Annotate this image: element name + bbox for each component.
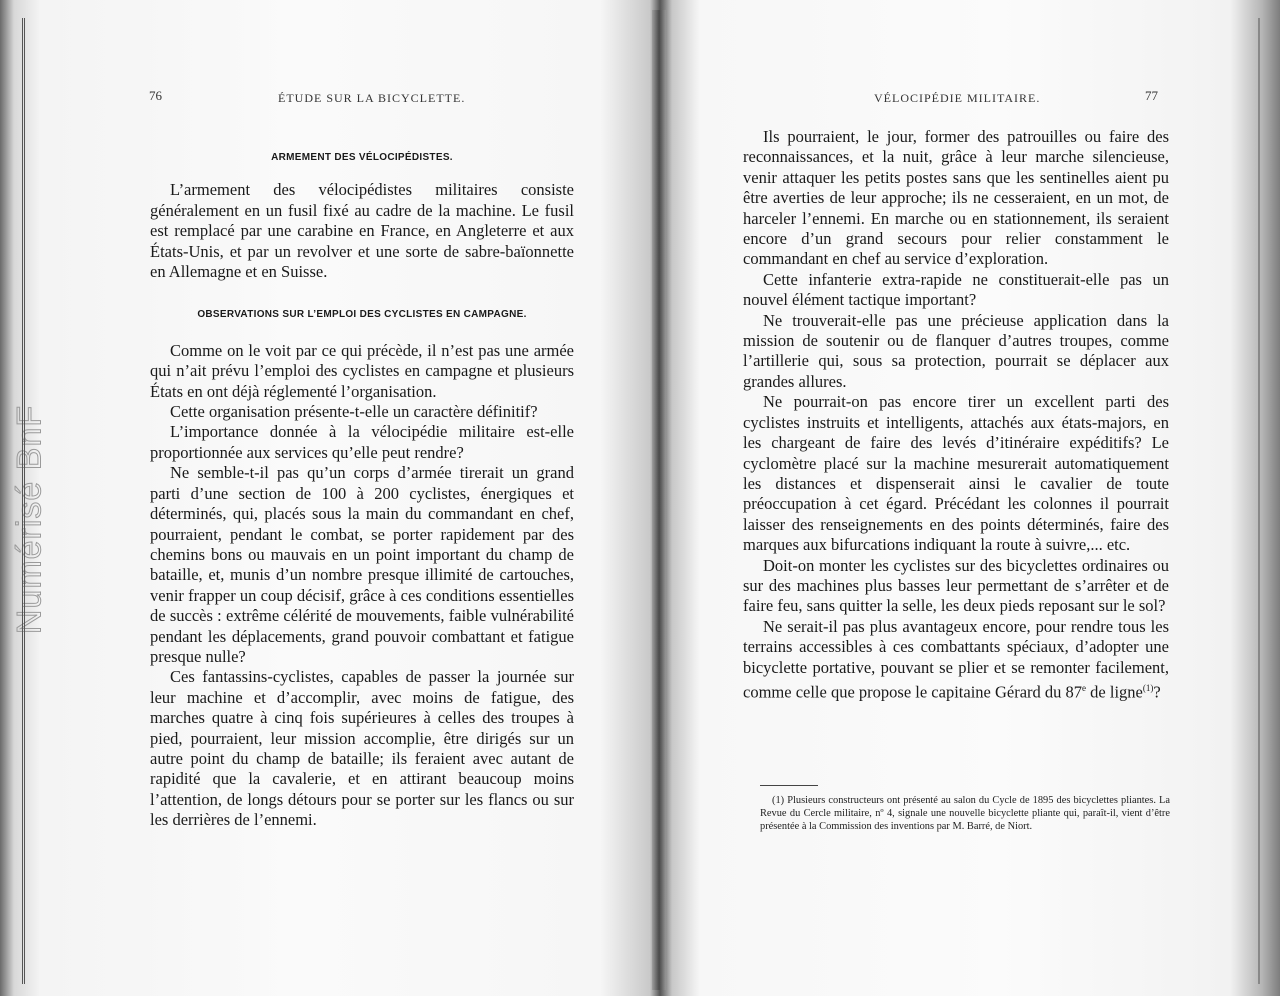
footnote-rule <box>760 785 818 786</box>
footnote-marker[interactable]: (1) <box>1142 682 1154 693</box>
paragraph: Ils pourraient, le jour, former des patrouilles ou faire des reconnaissances, et la nuit, grâce à leur marche silencieuse, venir attaquer les petits postes sans que les sentinelles aient pu être averties de leur approche; ils ne cesseraient, en un mot, de harceler l’ennemi. En marche ou en stationnement, ils seraient encore d’un grand secours pour relier constamment le commandant en chef au service d’exploration. <box>743 127 1169 269</box>
paragraph-tail: de ligne <box>1086 682 1143 702</box>
superscript: e <box>1082 682 1087 693</box>
paragraph-text: Ne serait-il pas plus avantageux encore, pour rendre tous les terrains accessibles à ces combattants spéciaux, d’adopter une bicyclette portative, pouvant se plier et se remonter facilement, comme celle que propose le capitaine Gérard du 87 <box>743 616 1169 702</box>
paragraph: Comme on le voit par ce qui précède, il n’est pas une armée qui n’ait prévu l’emploi des cyclistes en campagne et plusieurs États en ont déjà réglementé l’organisation. <box>150 340 574 401</box>
paragraph: Doit-on monter les cyclistes sur des bicyclettes ordinaires ou sur des machines plus basses leur permettant de s’arrêter et de faire feu, sans quitter la selle, les deux pieds reposant sur le sol? <box>743 555 1169 616</box>
paragraph: L’importance donnée à la vélocipédie militaire est-elle proportionnée aux services qu’elle peut rendre? <box>150 422 574 462</box>
paragraph: Ne semble-t-il pas qu’un corps d’armée tirerait un grand parti d’une section de 100 à 200 cyclistes, énergiques et déterminés, qui, placés sous la main du commandant en chef, pourraient, pendant le combat, se porter rapidement par des chemins bons ou mauvais en un point important du champ de bataille, et, munis d’un nombre presque illimité de cartouches, venir frapper un coup décisif, grâce à ces conditions essentielles de succès : extrême célérité de mouvements, faible vulnérabilité pendant les déplacements, grand pouvoir combattant et fatigue presque nulle? <box>150 463 574 666</box>
paragraph: Ne trouverait-elle pas une précieuse application dans la mission de soutenir ou de flanquer d’autres troupes, comme l’artillerie qui, sous sa protection, pourrait se déplacer aux grandes allures. <box>743 310 1169 391</box>
footnote <box>760 794 1170 834</box>
paragraph: L’armement des vélocipédistes militaires consiste généralement en un fusil fixé au cadre de la machine. Le fusil est remplacé par une carabine en France, en Angleterre et aux États-Unis, et par un revolver et une sorte de sabre-baïonnette en Allemagne et en Suisse. <box>150 180 574 282</box>
paragraph: Ne pourrait-on pas encore tirer un excellent parti des cyclistes instruits et intelligents, attachés aux états-majors, en les chargeant de faire des levés d’itinéraire expéditifs? Le cyclomètre placé sur la machine mesurerait automatiquement les distances et dispenserait ainsi le cavalier de toute préoccupation à cet égard. Précédant les colonnes il pourrait laisser des renseignements en des points déterminés, faire des marques aux bifurcations indiquant la route à suivre,... etc. <box>743 392 1169 555</box>
paragraph: Cette organisation présente-t-elle un caractère définitif? <box>170 402 538 422</box>
left-page-body <box>150 148 574 831</box>
left-page-number: 76 <box>149 88 162 103</box>
right-page-body <box>743 127 1169 703</box>
left-running-head: ÉTUDE SUR LA BICYCLETTE. <box>278 91 466 105</box>
section-title-armement: ARMEMENT DES VÉLOCIPÉDISTES. <box>271 152 453 163</box>
paragraph-last <box>743 617 1169 703</box>
paragraph-end: ? <box>1153 682 1161 702</box>
right-running-head: VÉLOCIPÉDIE MILITAIRE. <box>874 91 1041 105</box>
paragraph: Ces fantassins-cyclistes, capables de passer la journée sur leur machine et d’accomplir, avec moins de fatigue, des marches quatre à cinq fois supérieures à celles des troupes à pied, pourraient, leur mission accomplie, être dirigés sur un autre point du champ de bataille; ils feraient avec autant de rapidité que la cavalerie, et en attirant beaucoup moins l’attention, de longs détours pour se porter sur les flancs ou sur les derrières de l’ennemi. <box>150 667 574 830</box>
paragraph: Cette infanterie extra-rapide ne constituerait-elle pas un nouvel élément tactique important? <box>743 269 1169 310</box>
footnote-text: (1) Plusieurs constructeurs ont présenté au salon du Cycle de 1895 des bicyclettes pliantes. La Revue du Cercle militaire, nº 4, signale une nouvelle bicyclette pliante qui, paraît-il, vient d’être présentée à la Commission des inventions par M. Barré, de Niort. <box>760 795 1170 833</box>
section-title-observations: OBSERVATIONS SUR L’EMPLOI DES CYCLISTES EN CAMPAGNE. <box>197 309 527 321</box>
watermark: Numérisé BnF <box>10 404 49 635</box>
right-page-number: 77 <box>1145 88 1158 103</box>
